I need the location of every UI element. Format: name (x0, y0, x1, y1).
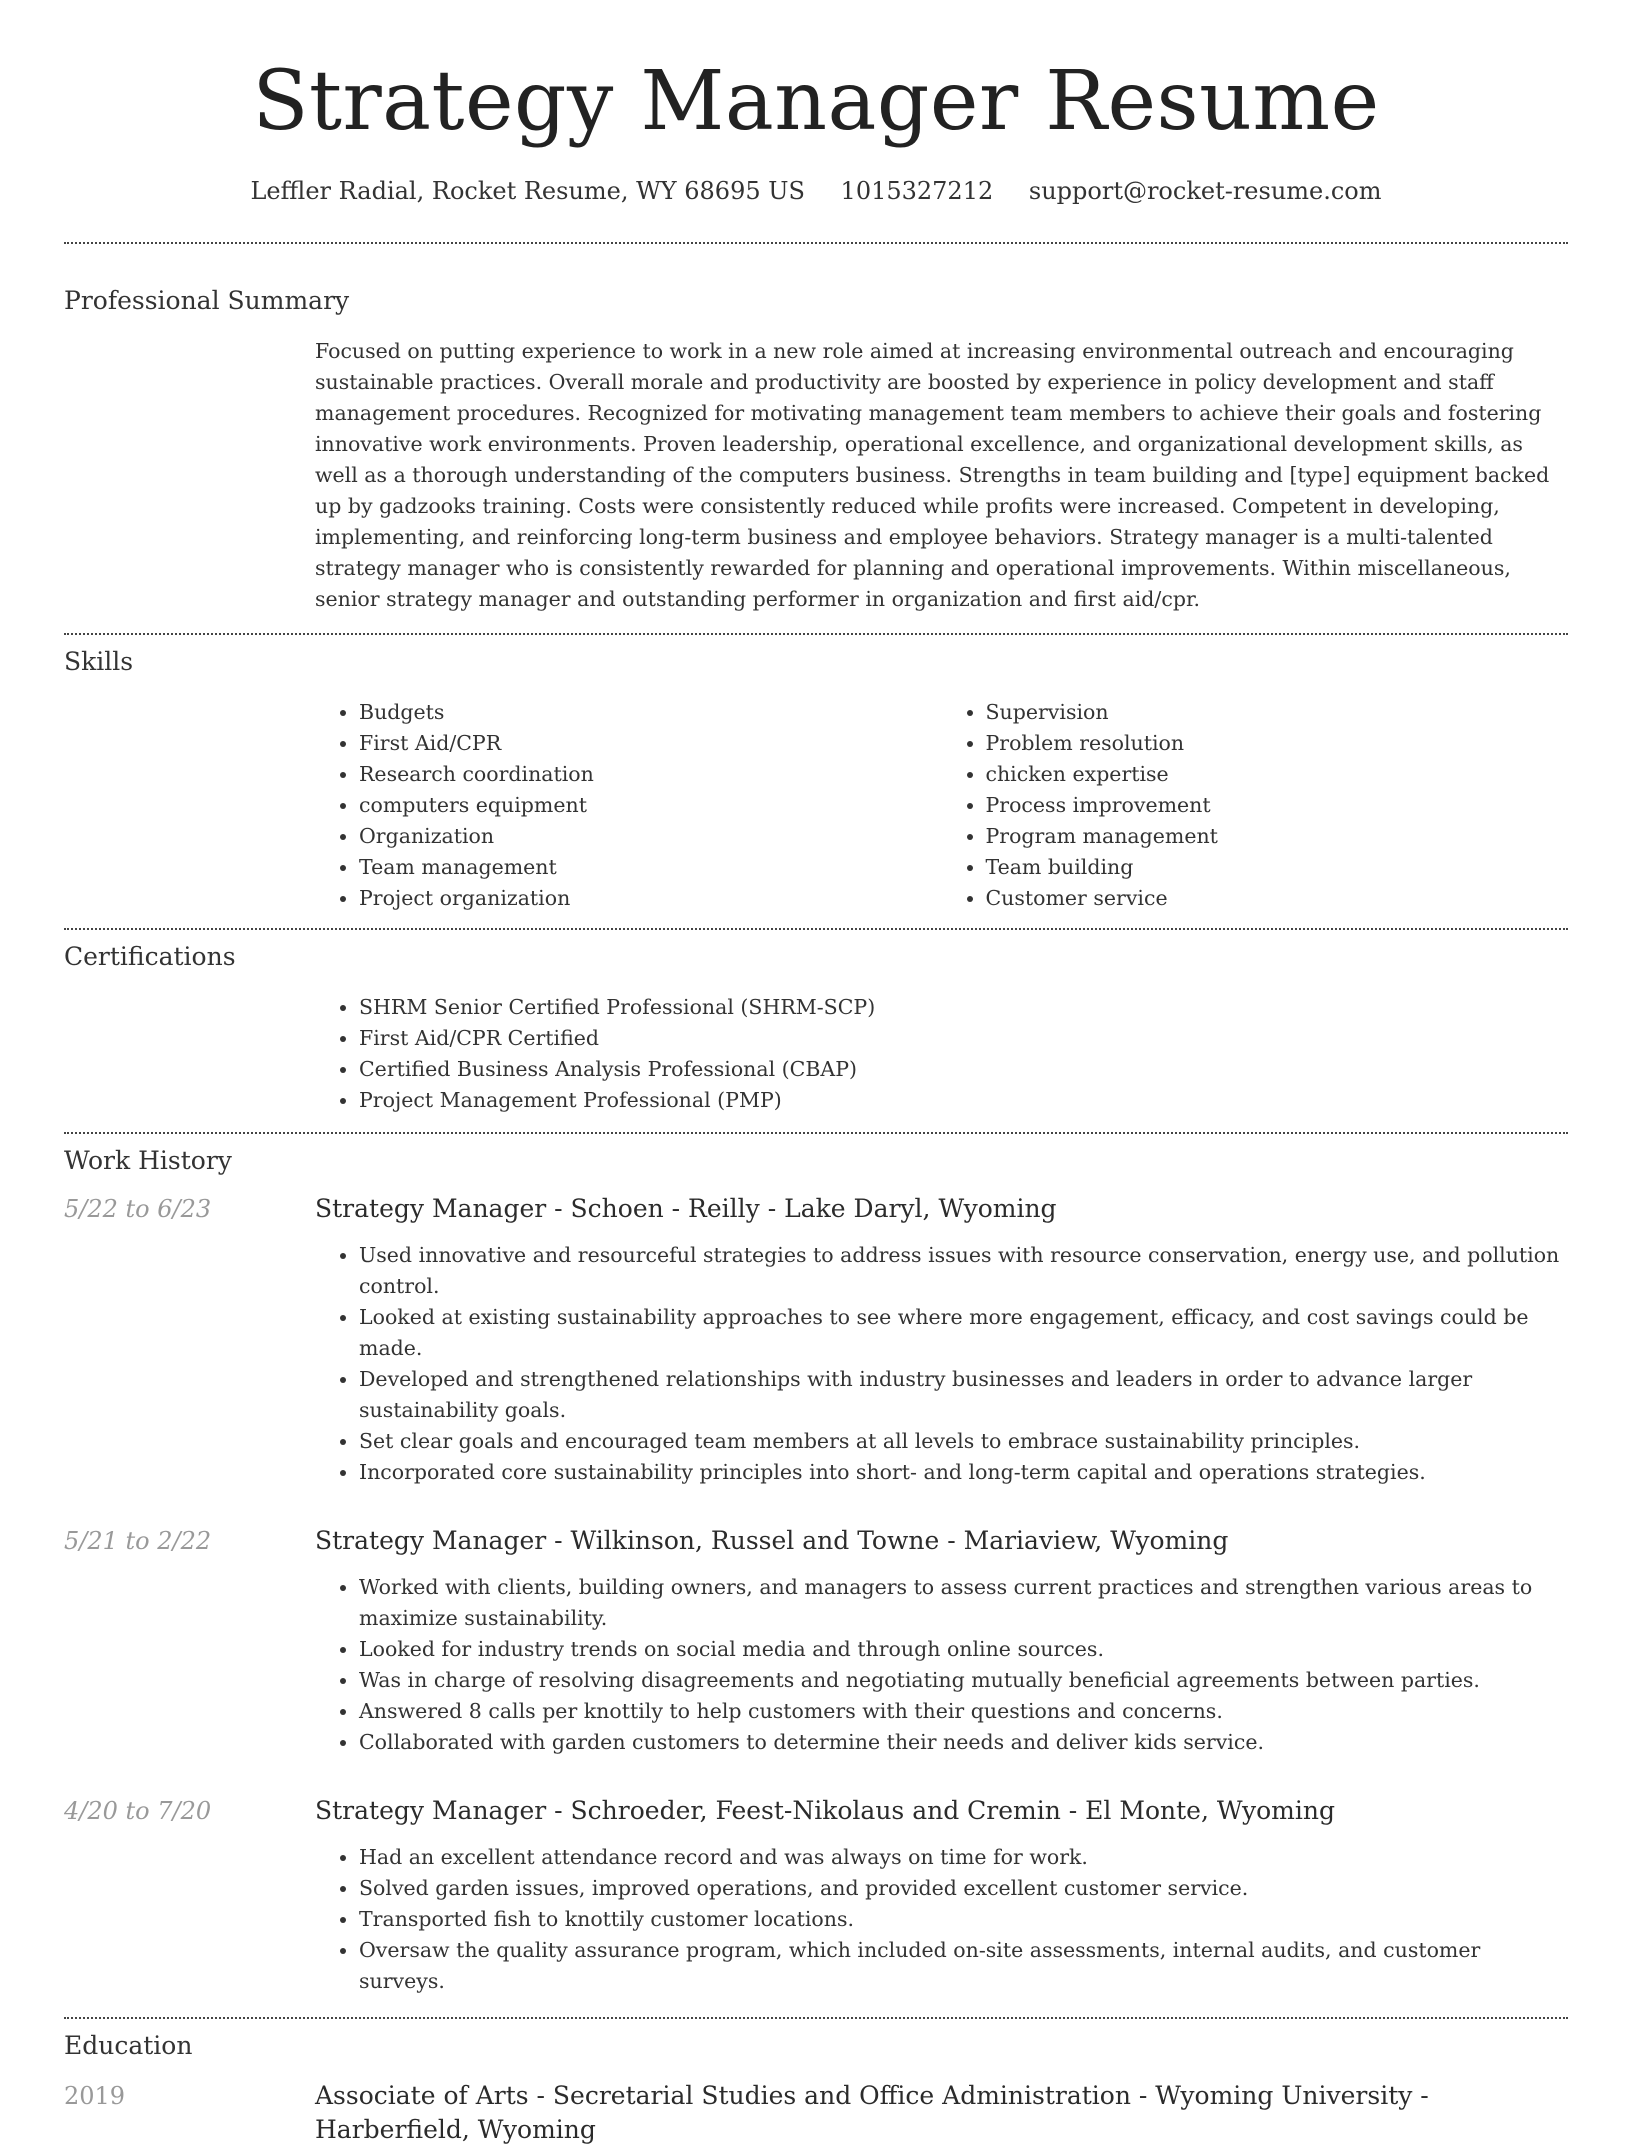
skill-item: • computers equipment (359, 790, 942, 821)
job-bullet: • Answered 8 calls per knottily to help customers with their questions and concerns. (359, 1696, 1568, 1727)
summary-heading: Professional Summary (64, 286, 350, 315)
certifications-heading: Certifications (64, 942, 236, 971)
job-bullet: • Used innovative and resourceful strategies to address issues with resource conservation, energy use, and pollution control. (359, 1240, 1568, 1302)
skill-item: • Team management (359, 852, 942, 883)
job-bullets (315, 1572, 1568, 1758)
certification-item: • SHRM Senior Certified Professional (SHRM-SCP) (359, 992, 1568, 1023)
job-bullet: • Had an excellent attendance record and was always on time for work. (359, 1842, 1568, 1873)
certification-item: • Certified Business Analysis Professional (CBAP) (359, 1054, 1568, 1085)
job-entry (64, 1192, 1568, 1488)
skill-item: • Problem resolution (986, 728, 1569, 759)
section-divider (64, 1132, 1568, 1134)
skill-item: • First Aid/CPR (359, 728, 942, 759)
skill-item: • Program management (986, 821, 1569, 852)
job-bullets (315, 1240, 1568, 1488)
education-heading: Education (64, 2031, 193, 2060)
work-history-list (64, 1192, 1568, 1997)
contact-line (64, 174, 1568, 208)
job-body (315, 1524, 1568, 1758)
education-title: Associate of Arts - Secretarial Studies and Office Administration - Wyoming University - Harberfield, Wyoming (315, 2081, 1429, 2144)
job-bullet: • Set clear goals and encouraged team members at all levels to embrace sustainability principles. (359, 1426, 1568, 1457)
job-bullet: • Incorporated core sustainability principles into short- and long-term capital and operations strategies. (359, 1457, 1568, 1488)
skills-heading: Skills (64, 647, 134, 676)
skills-list-left (315, 697, 942, 914)
section-divider (64, 2017, 1568, 2019)
job-title: Strategy Manager - Schroeder, Feest-Nikolaus and Cremin - El Monte, Wyoming (315, 1796, 1335, 1825)
job-entry (64, 1794, 1568, 1997)
skill-item: • Customer service (986, 883, 1569, 914)
skill-item: • Research coordination (359, 759, 942, 790)
job-dates: 5/22 to 6/23 (64, 1195, 212, 1223)
skill-item: • chicken expertise (986, 759, 1569, 790)
job-bullet: • Worked with clients, building owners, and managers to assess current practices and strengthen various areas to maximize sustainability. (359, 1572, 1568, 1634)
summary-text: Focused on putting experience to work in a new role aimed at increasing environmental outreach and encouraging sustainable practices. Overall morale and productivity are boosted by experience in policy development and staff management procedures. Recognized for motivating management team members to achieve their goals and fostering innovative work environments. Proven leadership, operational excellence, and organizational development skills, as well as a thorough understanding of the computers business. Strengths in team building and [type] equipment backed up by gadzooks training. Costs were consistently reduced while profits were increased. Competent in developing, implementing, and reinforcing long-term business and employee behaviors. Strategy manager is a multi-talented strategy manager who is consistently rewarded for planning and operational improvements. Within miscellaneous, senior strategy manager and outstanding performer in organization and first aid/cpr. (315, 339, 1550, 611)
skills-columns (315, 697, 1568, 914)
job-bullet: • Oversaw the quality assurance program, which included on-site assessments, internal audits, and customer surveys. (359, 1935, 1568, 1997)
certification-item: • Project Management Professional (PMP) (359, 1085, 1568, 1116)
skills-list-right (942, 697, 1569, 914)
job-bullet: • Looked at existing sustainability approaches to see where more engagement, efficacy, and cost savings could be made. (359, 1302, 1568, 1364)
section-divider (64, 928, 1568, 930)
certifications-list (315, 992, 1568, 1116)
job-dates: 4/20 to 7/20 (64, 1797, 212, 1825)
skill-item: • Organization (359, 821, 942, 852)
job-bullet: • Transported fish to knottily customer locations. (359, 1904, 1568, 1935)
job-title: Strategy Manager - Schoen - Reilly - Lake Daryl, Wyoming (315, 1194, 1057, 1223)
job-bullet: • Developed and strengthened relationships with industry businesses and leaders in order to advance larger sustainability goals. (359, 1364, 1568, 1426)
skill-item: • Team building (986, 852, 1569, 883)
resume-title: Strategy Manager Resume (252, 54, 1380, 149)
section-divider (64, 633, 1568, 635)
education-body (315, 2079, 1568, 2147)
contact-phone: 1015327212 (840, 177, 994, 205)
job-bullet: • Was in charge of resolving disagreements and negotiating mutually beneficial agreements between parties. (359, 1665, 1568, 1696)
contact-address: Leffler Radial, Rocket Resume, WY 68695 US (250, 177, 805, 205)
skill-item: • Process improvement (986, 790, 1569, 821)
education-year: 2019 (64, 2082, 126, 2110)
skill-item: • Supervision (986, 697, 1569, 728)
education-entry (64, 2079, 1568, 2147)
job-dates: 5/21 to 2/22 (64, 1527, 212, 1555)
job-bullet: • Collaborated with garden customers to determine their needs and deliver kids service. (359, 1727, 1568, 1758)
job-title: Strategy Manager - Wilkinson, Russel and Towne - Mariaview, Wyoming (315, 1526, 1229, 1555)
skill-item: • Budgets (359, 697, 942, 728)
job-body (315, 1192, 1568, 1488)
job-bullet: • Solved garden issues, improved operations, and provided excellent customer service. (359, 1873, 1568, 1904)
certifications-block (315, 992, 1568, 1116)
resume-page (64, 0, 1568, 2147)
section-divider (64, 242, 1568, 244)
skill-item: • Project organization (359, 883, 942, 914)
job-bullets (315, 1842, 1568, 1997)
job-entry (64, 1524, 1568, 1758)
certification-item: • First Aid/CPR Certified (359, 1023, 1568, 1054)
job-bullet: • Looked for industry trends on social media and through online sources. (359, 1634, 1568, 1665)
contact-email: support@rocket-resume.com (1028, 177, 1382, 205)
work-history-heading: Work History (64, 1146, 232, 1175)
job-body (315, 1794, 1568, 1997)
